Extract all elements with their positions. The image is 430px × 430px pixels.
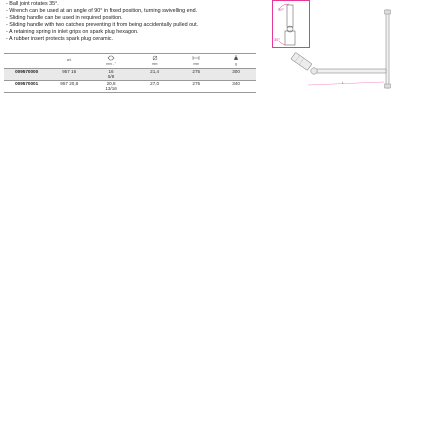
cell-diameter: 27,0: [133, 81, 176, 93]
cell-art: 957 16: [49, 69, 89, 81]
cell-size: 20,8 13/16: [89, 81, 133, 93]
feature-item: - Ball joint rotates 35°.: [6, 1, 59, 7]
cell-length: 275: [176, 81, 216, 93]
angle-label-bottom: 35°: [274, 37, 281, 42]
length-dimension-label: L: [342, 80, 345, 85]
product-figure: [268, 0, 428, 100]
feature-item: - Wrench can be used at an angle of 90° in fixed position, turning swivelling end.: [6, 8, 198, 14]
feature-item: - Sliding handle with two catches preventing it from being accidentally pulled out.: [6, 22, 199, 28]
table-row: [4, 81, 256, 93]
table-row: [4, 69, 256, 81]
cell-code: 009570001: [4, 81, 49, 93]
header-size: mm - ": [89, 54, 133, 69]
header-code: [4, 54, 49, 69]
cell-code: 009570000: [4, 69, 49, 81]
feature-item: - A rubber insert protects spark plug ceramic.: [6, 36, 113, 42]
cell-weight: 300: [216, 69, 256, 81]
header-diameter: mm: [133, 54, 176, 69]
cell-size: 16 5/8: [89, 69, 133, 81]
spec-table: [4, 53, 256, 93]
t-wrench-drawing: [268, 0, 428, 100]
table-header-row: [4, 54, 256, 69]
cell-diameter: 21,4: [133, 69, 176, 81]
cell-art: 957 20,8: [49, 81, 89, 93]
cell-weight: 340: [216, 81, 256, 93]
weight-icon: [233, 55, 239, 61]
feature-item: - Sliding handle can be used in required position.: [6, 15, 123, 21]
feature-list: [6, 1, 266, 43]
angle-label-top: 90°: [278, 7, 285, 12]
length-icon: [192, 55, 200, 61]
feature-item: - A retaining spring in inlet grips on spark plug hexagon.: [6, 29, 139, 35]
cell-length: 275: [176, 69, 216, 81]
diameter-icon: [152, 55, 158, 61]
wrench-size-icon: [107, 55, 115, 61]
header-art: art.: [49, 54, 89, 69]
header-weight: g: [216, 54, 256, 69]
header-length: mm: [176, 54, 216, 69]
